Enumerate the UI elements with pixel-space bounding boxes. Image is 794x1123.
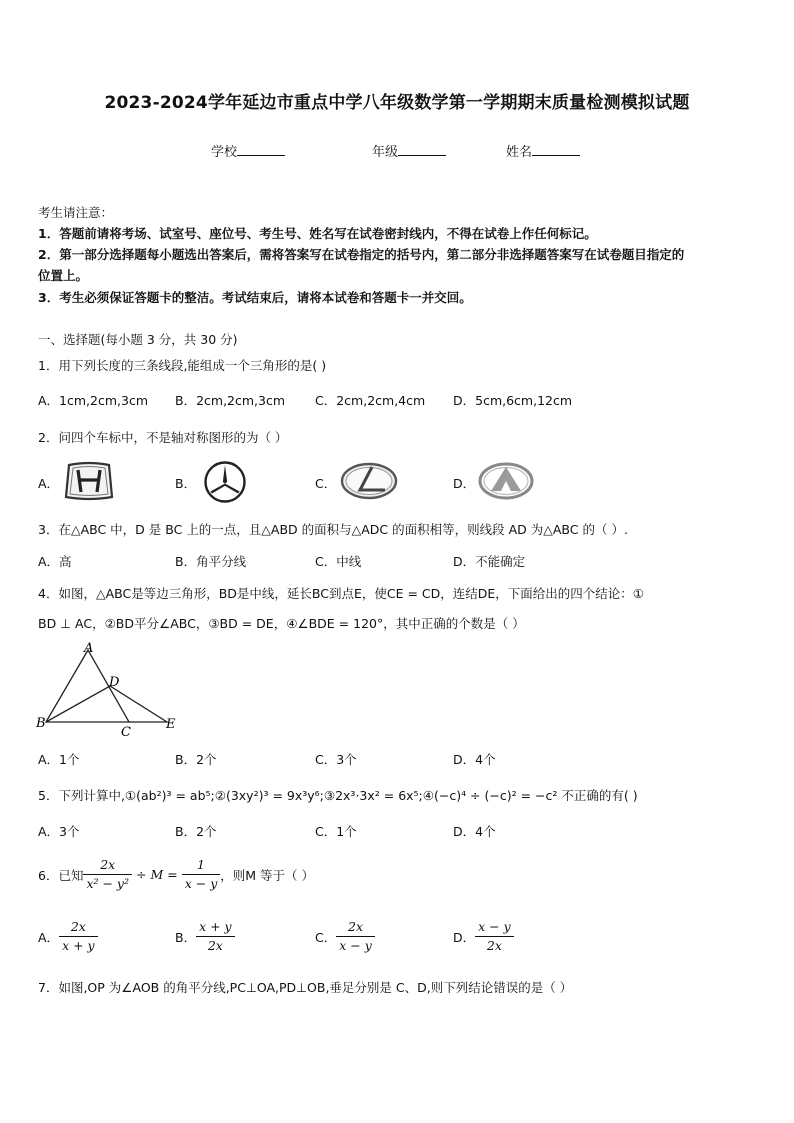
q6-fraction-2-den: x − y [184,876,218,891]
question-4-stem-line2: BD ⊥ AC，②BD平分∠ABC，③BD = DE，④∠BDE = 120°，其中正确的个数是（ ） [38,616,525,631]
figure-label-c: C [121,725,131,740]
notice-item-2: 2．第一部分选择题每小题选出答案后，需将答案写在试卷指定的括号内，第二部分非选择题答案写在试卷题目指定的 [38,247,685,262]
q6-option-d-den: 2x [486,938,502,953]
figure-label-e: E [166,717,176,732]
q6-option-d-fraction [475,918,514,955]
school-blank [237,144,285,156]
q4-option-d: D．4个 [453,752,496,767]
school-label: 学校 [211,145,238,160]
section-heading: 一、选择题(每小题 3 分，共 30 分) [38,332,238,347]
school-field [211,141,285,160]
q6-option-a [38,918,98,955]
infiniti-logo-icon [477,461,535,501]
q6-option-a-fraction [59,918,98,955]
q4-option-a: A．1个 [38,752,80,767]
question-7-stem: 7．如图,OP 为∠AOB 的角平分线,PC⊥OA,PD⊥OB,垂足分别是 C、D,则下列结论错误的是（ ） [38,980,573,995]
q1-option-c: C．2cm,2cm,4cm [315,393,426,408]
q6-option-c-den: x − y [339,938,372,953]
q6-option-b-fraction [196,918,235,955]
grade-blank [398,144,446,156]
name-label: 姓名 [506,145,533,160]
question-2-stem: 2．问四个车标中，不是轴对称图形的为（ ） [38,430,288,445]
q6-prefix: 6．已知 [38,867,84,883]
q3-option-a: A．高 [38,554,72,569]
name-blank [532,144,580,156]
question-3-stem: 3．在△ABC 中，D 是 BC 上的一点，且△ABD 的面积与△ADC 的面积相等，则线段 AD 为△ABC 的（ ）. [38,522,628,537]
q6-option-b [175,918,235,955]
q3-option-b: B．角平分线 [175,554,247,569]
q6-option-b-den: 2x [207,938,223,953]
q6-option-d-label: D． [453,929,476,945]
q6-suffix: ，则M 等于（ ） [220,867,314,883]
q3-option-d: D．不能确定 [453,554,526,569]
q6-option-d [453,918,514,955]
grade-label: 年级 [372,145,399,160]
q2-option-b-label: B． [175,476,197,491]
q6-option-c-num: 2x [336,918,375,937]
q1-option-a: A．1cm,2cm,3cm [38,393,149,408]
q5-option-b: B．2个 [175,824,217,839]
lexus-logo-icon [339,461,399,501]
q5-option-c: C．1个 [315,824,357,839]
question-5-stem: 5．下列计算中,①(ab²)³ = ab⁵;②(3xy²)³ = 9x³y⁶;③2x³·3x² = 6x⁵;④(−c)⁴ ÷ (−c)² = −c² 不正确的有( ) [38,788,638,803]
q2-option-d-label: D． [453,476,476,491]
q6-option-b-label: B． [175,929,197,945]
q6-fraction-1-den: x² − y² [86,876,130,891]
q6-option-a-den: x + y [62,938,95,953]
q3-option-c: C．中线 [315,554,362,569]
honda-logo-icon [63,461,115,501]
q6-option-a-num: 2x [59,918,98,937]
q5-option-a: A．3个 [38,824,80,839]
q6-option-c [315,918,375,955]
notice-item-3: 3．考生必须保证答题卡的整洁。考试结束后，请将本试卷和答题卡一并交回。 [38,290,472,305]
notice-item-1: 1．答题前请将考场、试室号、座位号、考生号、姓名写在试卷密封线内，不得在试卷上作任何标记。 [38,226,597,241]
q6-option-c-fraction [336,918,375,955]
exam-title: 2023-2024学年延边市重点中学八年级数学第一学期期末质量检测模拟试题 [104,93,690,113]
name-field [506,141,580,160]
notice-item-2-cont: 位置上。 [38,268,89,283]
mercedes-logo-icon [203,460,247,504]
figure-label-d: D [109,675,120,690]
q6-option-c-label: C． [315,929,337,945]
q6-fraction-2-num: 1 [182,856,221,875]
q1-option-d: D．5cm,6cm,12cm [453,393,573,408]
figure-label-a: A [84,641,94,656]
q6-fraction-1-num: 2x [83,856,132,875]
question-1-stem: 1．用下列长度的三条线段,能组成一个三角形的是( ) [38,358,327,373]
q5-option-d: D．4个 [453,824,496,839]
question-6-stem [38,856,314,893]
notice-heading: 考生请注意： [38,205,114,220]
grade-field [372,141,446,160]
q2-option-c-label: C． [315,476,337,491]
q6-mid: ÷ M = [136,867,178,882]
q4-option-b: B．2个 [175,752,217,767]
question-4-stem-line1: 4．如图，△ABC是等边三角形，BD是中线，延长BC到点E，使CE = CD，连结DE，下面给出的四个结论：① [38,586,645,601]
triangle-figure [36,640,186,740]
q6-option-a-label: A． [38,929,60,945]
q6-fraction-2 [182,856,221,893]
q1-option-b: B．2cm,2cm,3cm [175,393,286,408]
q2-option-a-label: A． [38,476,60,491]
figure-label-b: B [36,716,46,731]
q6-option-d-num: x − y [475,918,514,937]
q6-option-b-num: x + y [196,918,235,937]
q6-fraction-1 [83,856,132,893]
q4-option-c: C．3个 [315,752,357,767]
